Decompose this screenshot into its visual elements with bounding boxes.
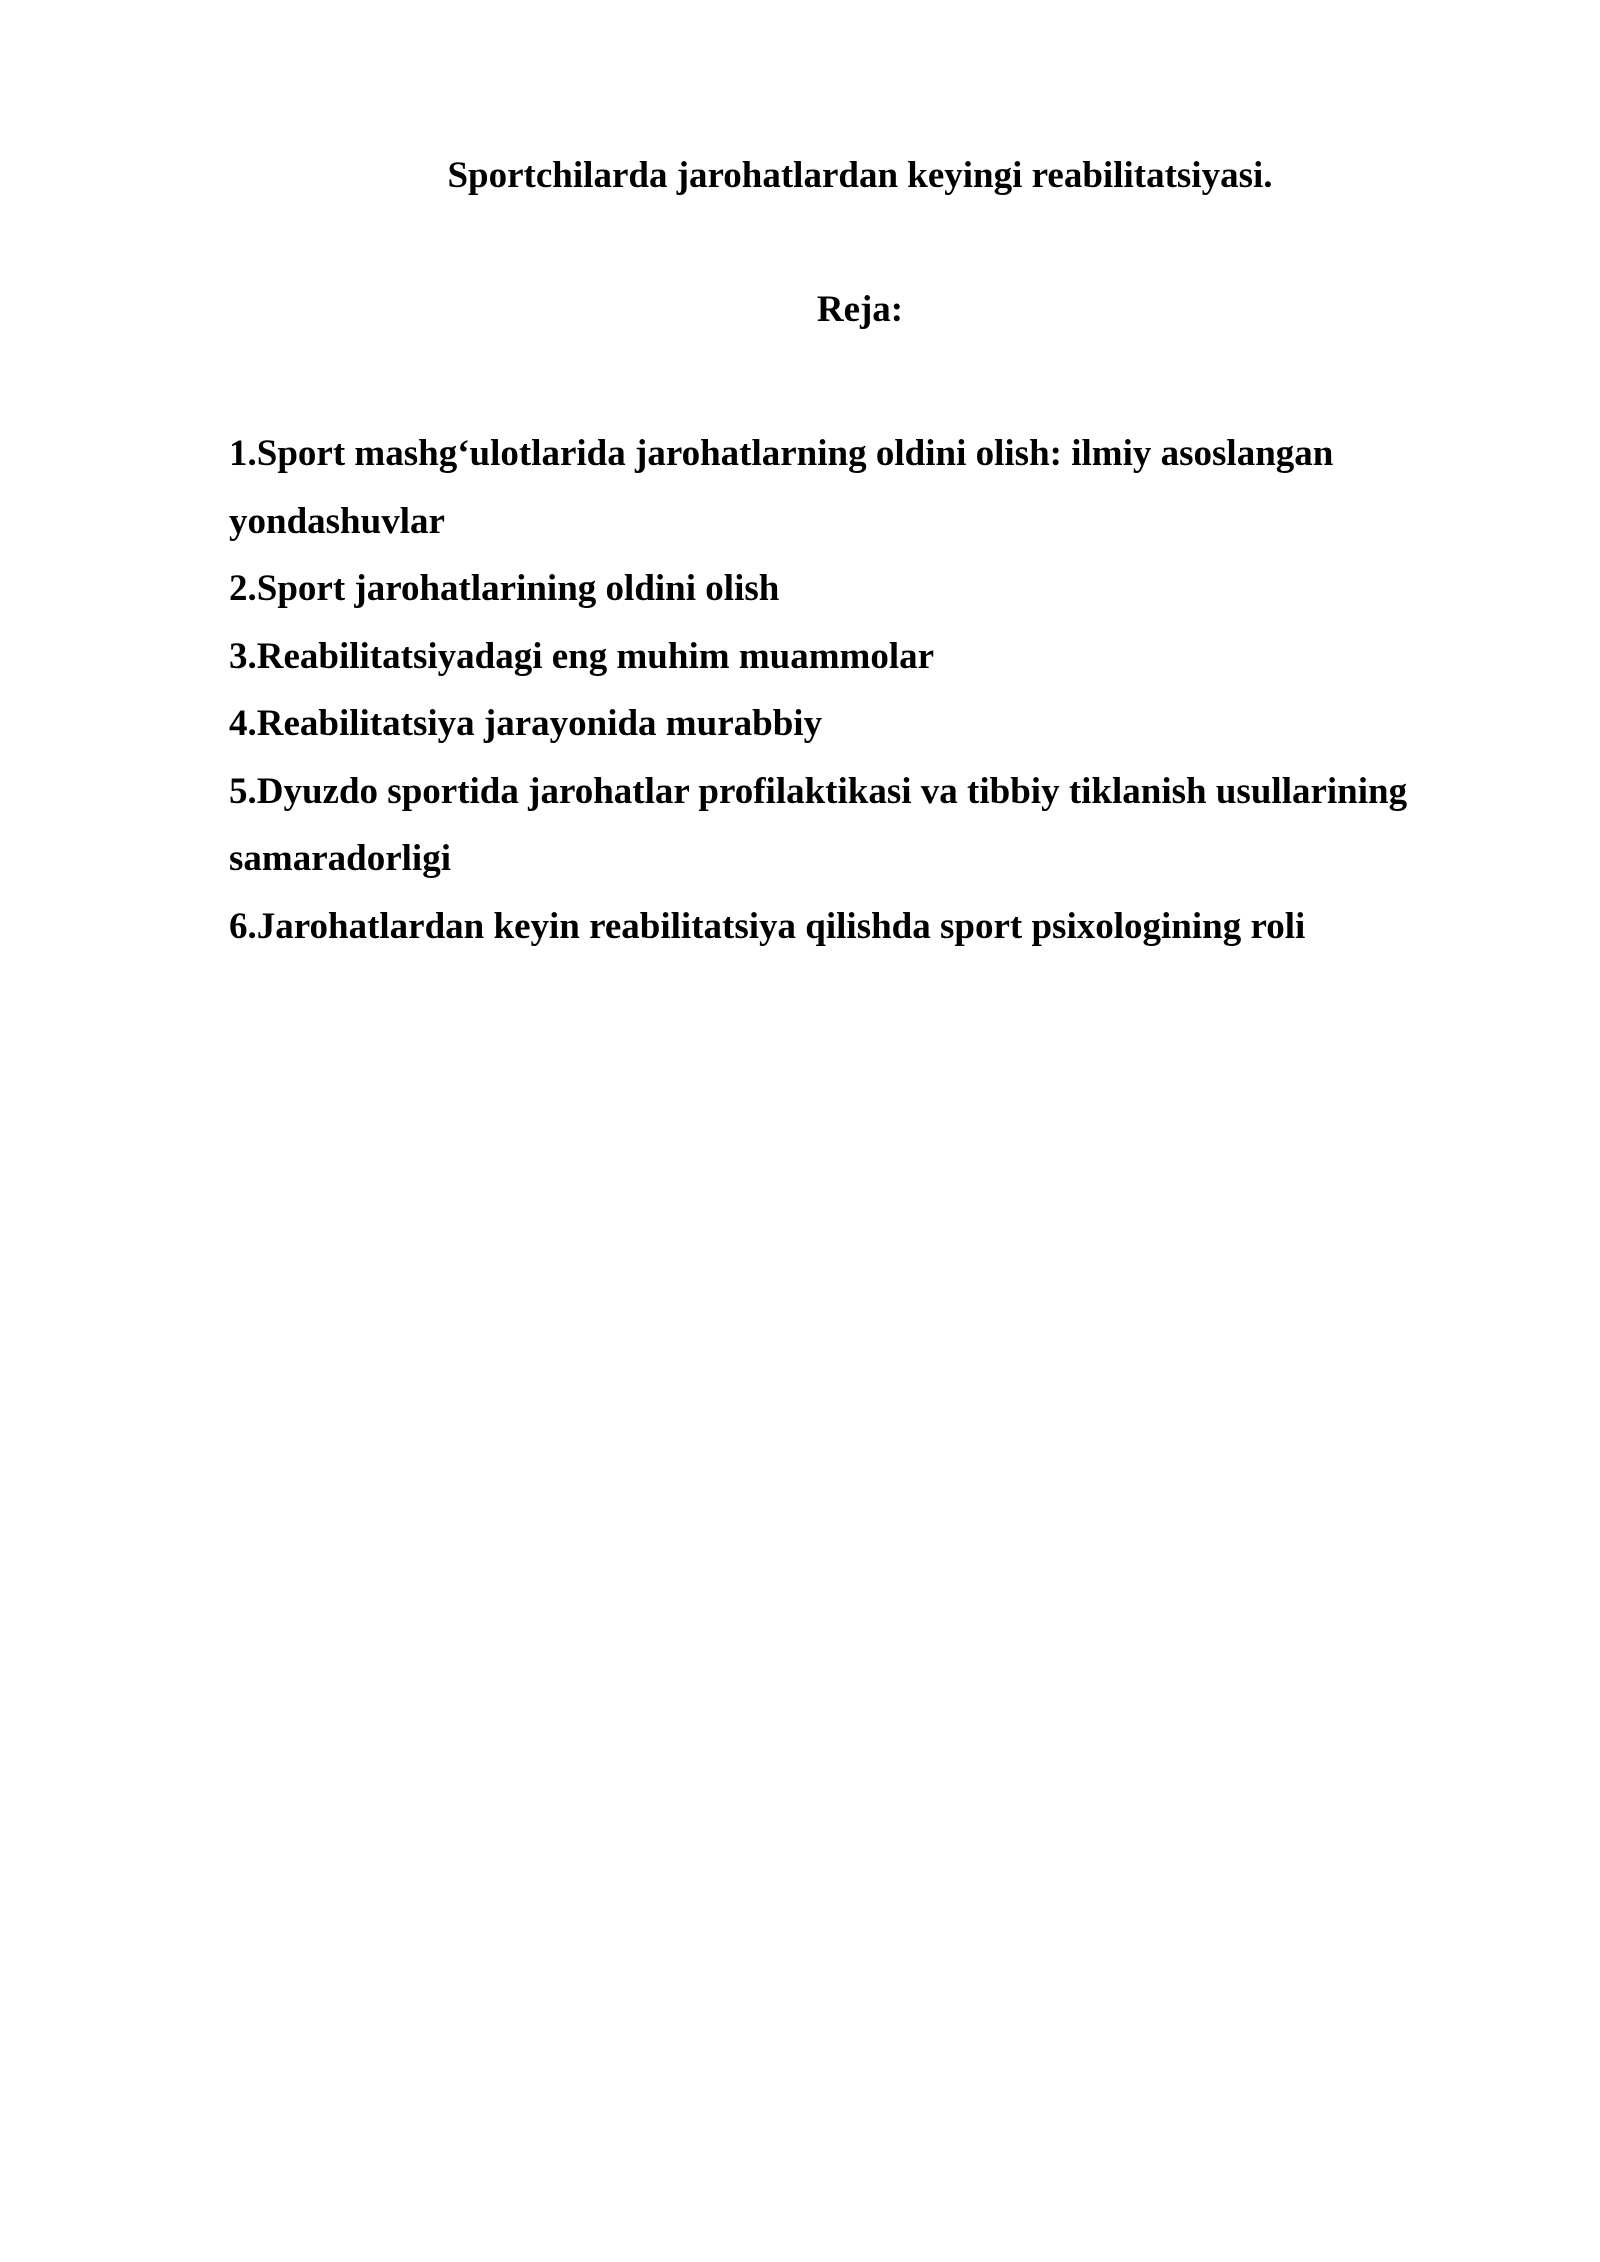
plan-item-1 — [229, 420, 1489, 555]
plan-list — [229, 420, 1489, 960]
plan-item-4 — [229, 690, 1489, 758]
plan-item-6 — [229, 893, 1489, 961]
plan-heading: Reja: — [816, 289, 904, 330]
plan-item-6-line-1: 6.Jarohatlardan keyin reabilitatsiya qilishda sport psixologining roli — [229, 905, 1306, 947]
plan-item-1-line-2: yondashuvlar — [229, 500, 445, 542]
plan-item-3 — [229, 623, 1489, 691]
plan-item-1-line-1: 1.Sport mashg‘ulotlarida jarohatlarning oldini olish: ilmiy asoslangan — [229, 433, 1334, 474]
document-title: Sportchilarda jarohatlardan keyingi reabilitatsiyasi. — [447, 155, 1273, 196]
plan-item-5-line-2: samaradorligi — [229, 838, 451, 879]
plan-item-5 — [229, 758, 1489, 893]
plan-item-4-line-1: 4.Reabilitatsiya jarayonida murabbiy — [229, 703, 823, 744]
plan-item-5-line-1: 5.Dyuzdo sportida jarohatlar profilaktikasi va tibbiy tiklanish usullarining — [229, 770, 1408, 812]
plan-item-3-line-1: 3.Reabilitatsiyadagi eng muhim muammolar — [229, 635, 935, 677]
plan-item-2 — [229, 555, 1489, 623]
plan-item-2-line-1: 2.Sport jarohatlarining oldini olish — [229, 568, 780, 609]
